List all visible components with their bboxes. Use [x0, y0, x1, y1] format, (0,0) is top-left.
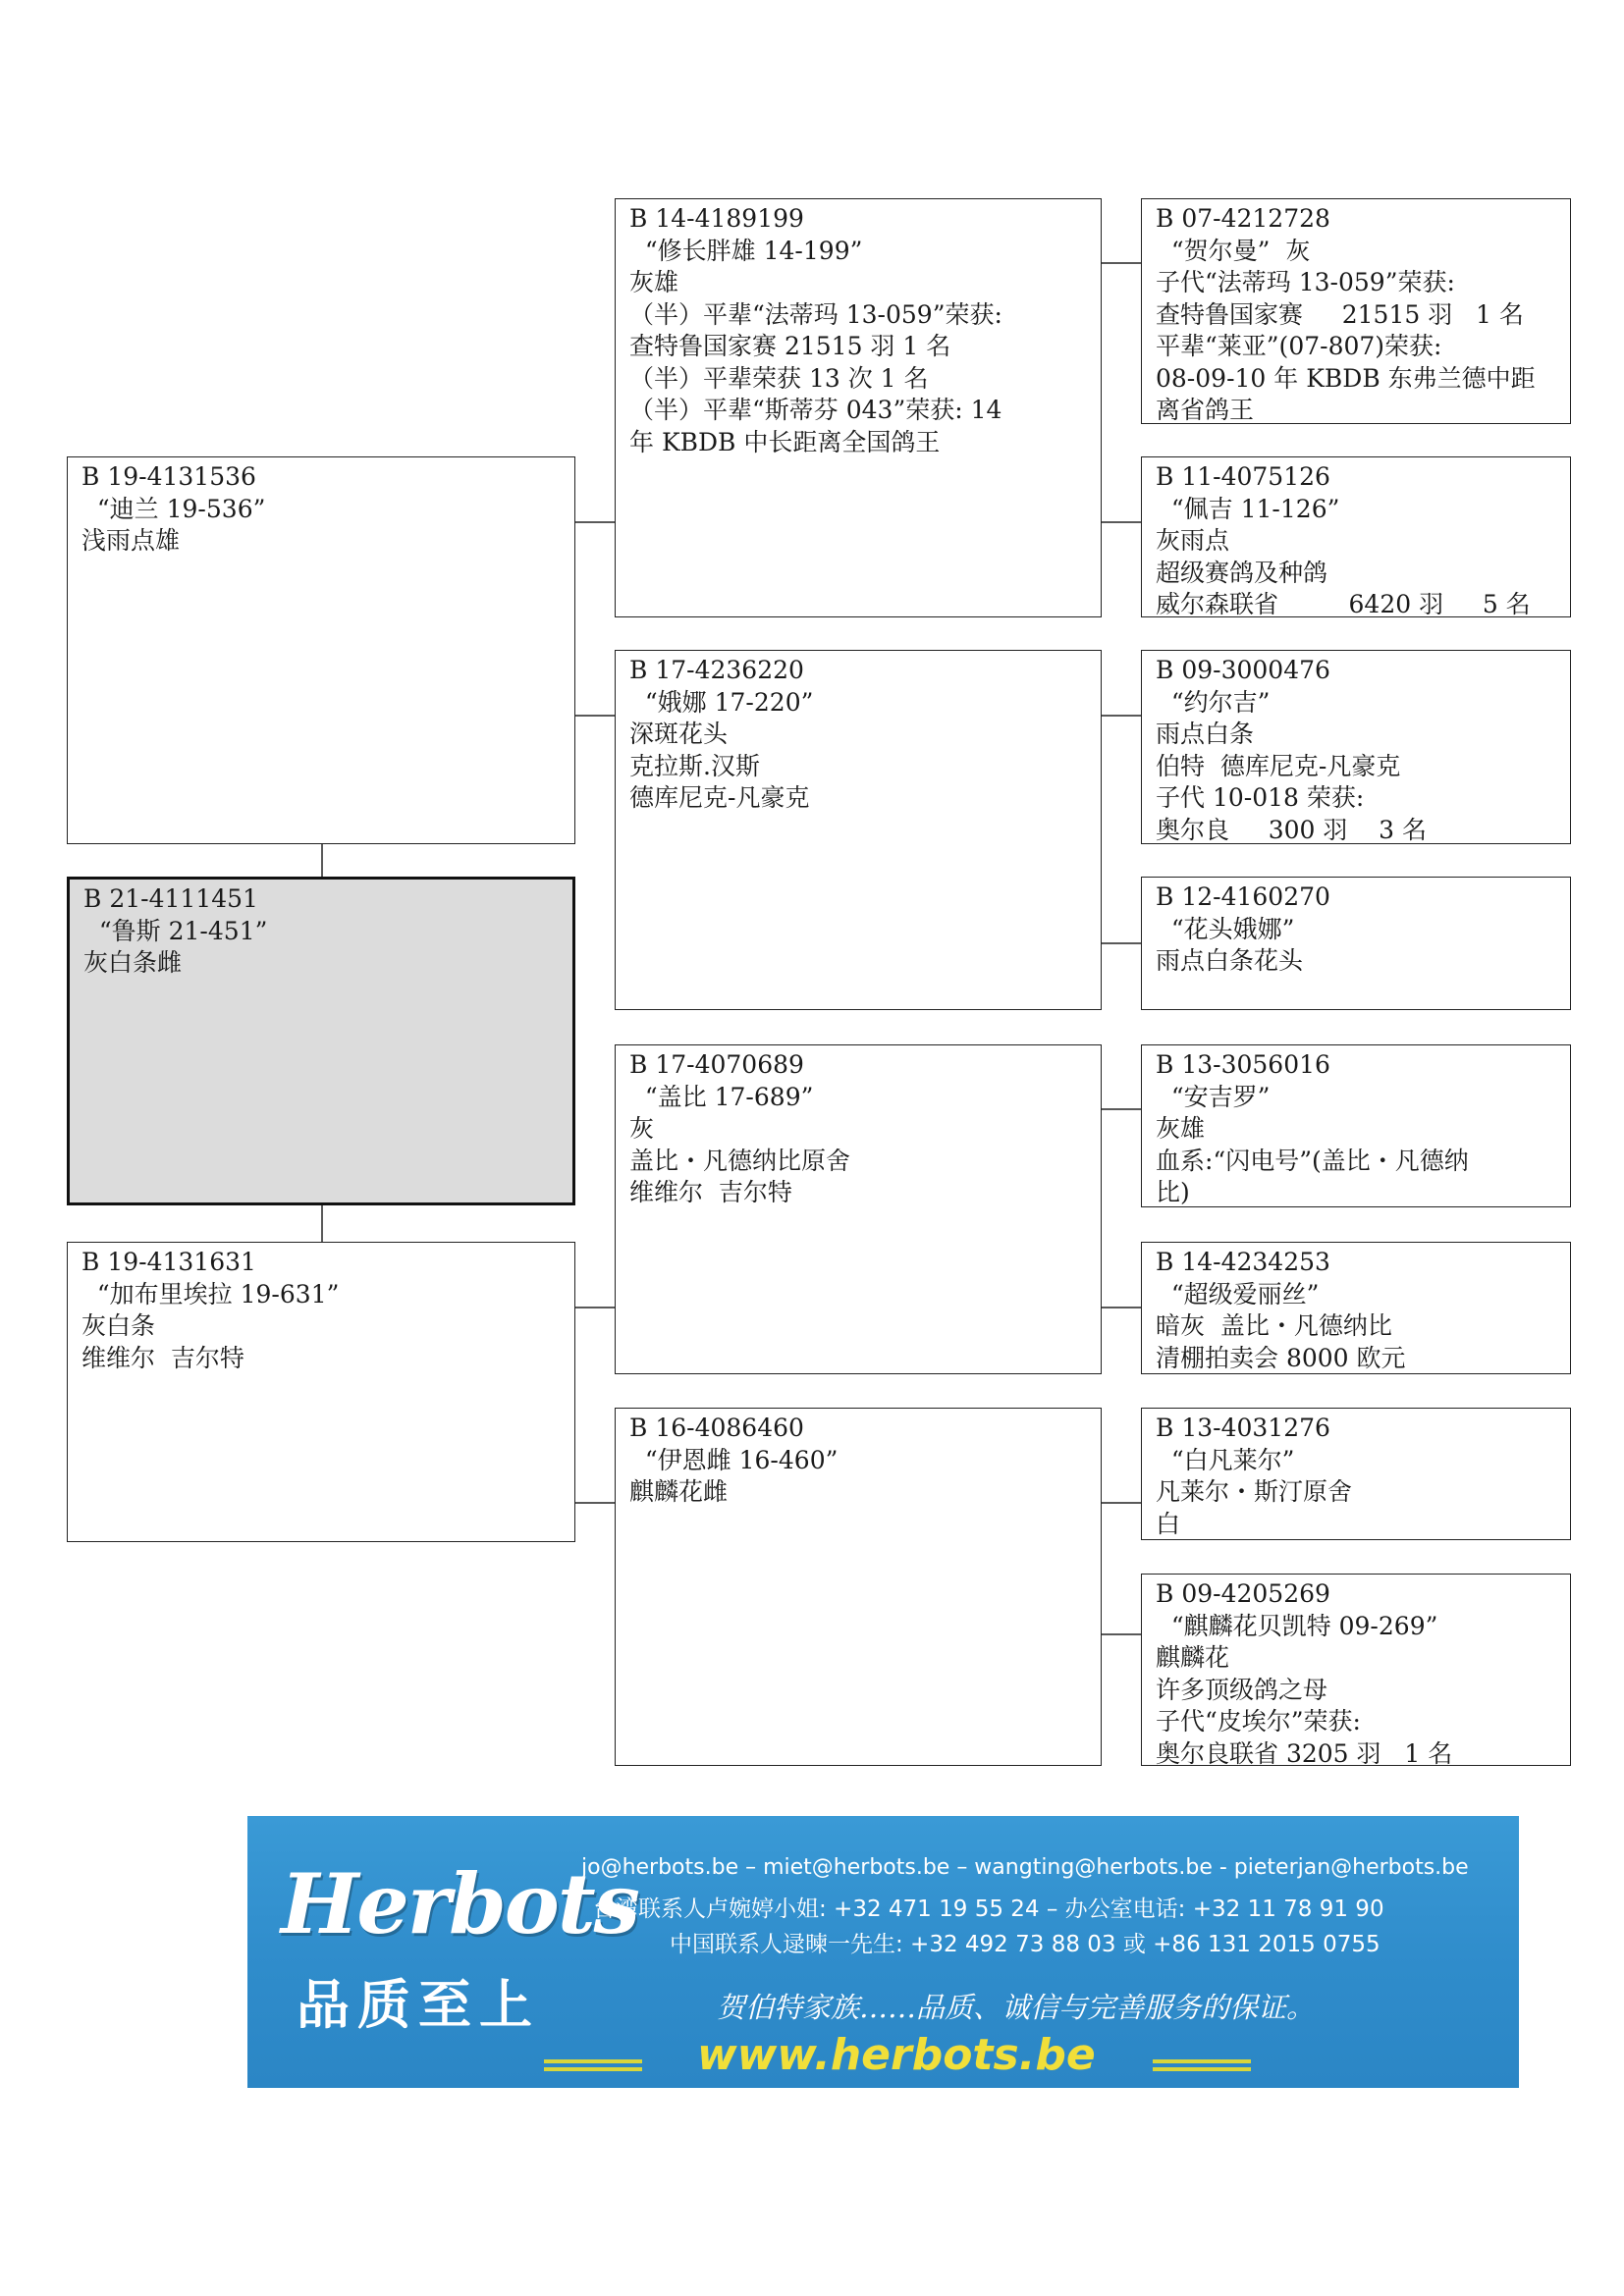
sd-dam-card [1141, 877, 1571, 1010]
pigeon-name: “修长胖雄 14-199” [629, 236, 863, 265]
ring-number: B 17-4236220 [629, 656, 804, 684]
description-line: 查特鲁国家赛 21515 羽 1 名 [629, 332, 951, 360]
sire-dam-card [615, 650, 1102, 1010]
description-line: （半）平辈“法蒂玛 13-059”荣获: [629, 299, 1002, 329]
description-line: 灰 [629, 1114, 655, 1143]
description-line: 许多顶级鸽之母 [1156, 1675, 1328, 1704]
pigeon-name: “花头娥娜” [1156, 914, 1295, 943]
website-link[interactable]: www.herbots.be [697, 2030, 1096, 2080]
tagline: 品质至上 [297, 1974, 540, 2036]
sire-card [67, 456, 575, 844]
pigeon-name: “迪兰 19-536” [81, 494, 266, 523]
pigeon-name: “约尔吉” [1156, 687, 1271, 717]
herbots-logo: Herbots [281, 1855, 638, 1952]
description-line: 灰白条 [81, 1311, 156, 1340]
ds-sire-card [1141, 1044, 1571, 1207]
pigeon-name: “麒麟花贝凯特 09-269” [1156, 1611, 1438, 1640]
dam-dam-card [615, 1408, 1102, 1766]
description-line: 血系:“闪电号”(盖比・凡德纳 [1156, 1146, 1469, 1175]
ds-dam-card [1141, 1242, 1571, 1374]
description-line: 雨点白条花头 [1156, 946, 1304, 975]
ring-number: B 21-4111451 [83, 884, 258, 913]
pigeon-name: “加布里埃拉 19-631” [81, 1279, 340, 1308]
pigeon-name: “超级爱丽丝” [1156, 1279, 1320, 1308]
description-line: 凡莱尔・斯汀原舍 [1156, 1477, 1353, 1506]
description-line: 灰白条雌 [83, 948, 183, 977]
sire-sire-card [615, 198, 1102, 617]
taiwan-contact: 台湾联系人卢婉婷小姐: +32 471 19 55 24 – 办公室电话: +32 11 78 91 90 [593, 1896, 1384, 1922]
description-line: 伯特 德库尼克-凡豪克 [1156, 751, 1401, 780]
description-line: 维维尔 吉尔特 [81, 1343, 244, 1372]
dam-card [67, 1242, 575, 1542]
description-line: 麒麟花 [1156, 1643, 1230, 1672]
description-line: 子代“皮埃尔”荣获: [1156, 1707, 1361, 1735]
description-line: 白 [1156, 1509, 1181, 1538]
decorative-line-right [1153, 2059, 1251, 2063]
china-contact: 中国联系人逯暕一先生: +32 492 73 88 03 或 +86 131 2015 0755 [670, 1932, 1380, 1957]
ring-number: B 14-4234253 [1156, 1248, 1330, 1276]
subject-card [67, 877, 575, 1205]
description-line: 德库尼克-凡豪克 [629, 783, 810, 812]
description-line: 奥尔良 300 羽 3 名 [1156, 815, 1428, 844]
pigeon-name: “安吉罗” [1156, 1082, 1271, 1111]
contact-emails: jo@herbots.be – miet@herbots.be – wangting@herbots.be - pieterjan@herbots.be [581, 1855, 1469, 1880]
description-line: 年 KBDB 中长距离全国鸽王 [629, 427, 941, 456]
description-line: 子代 10-018 荣获: [1156, 783, 1365, 812]
description-line: 灰雄 [629, 268, 679, 296]
decorative-line-left [544, 2059, 642, 2063]
description-line: 雨点白条 [1156, 720, 1255, 748]
description-line: 比) [1156, 1178, 1190, 1206]
ring-number: B 19-4131631 [81, 1248, 256, 1276]
pigeon-name: “娥娜 17-220” [629, 687, 814, 717]
description-line: 平辈“莱亚”(07-807)荣获: [1156, 332, 1442, 360]
description-line: 盖比・凡德纳比原舍 [629, 1146, 851, 1175]
ring-number: B 19-4131536 [81, 462, 256, 491]
description-line: 威尔森联省 6420 羽 5 名 [1156, 590, 1531, 617]
ring-number: B 16-4086460 [629, 1414, 804, 1442]
description-line: 克拉斯.汉斯 [629, 751, 760, 780]
pigeon-name: “白凡莱尔” [1156, 1445, 1295, 1474]
decorative-line-left [544, 2067, 642, 2071]
ring-number: B 14-4189199 [629, 204, 804, 233]
dd-dam-card [1141, 1574, 1571, 1766]
dd-sire-card [1141, 1408, 1571, 1540]
decorative-line-right [1153, 2067, 1251, 2071]
slogan: 贺伯特家族……品质、诚信与完善服务的保证。 [717, 1991, 1316, 2024]
ring-number: B 13-4031276 [1156, 1414, 1330, 1442]
ring-number: B 17-4070689 [629, 1050, 804, 1079]
ring-number: B 09-3000476 [1156, 656, 1330, 684]
ring-number: B 12-4160270 [1156, 882, 1330, 911]
pigeon-name: “佩吉 11-126” [1156, 494, 1340, 523]
pigeon-name: “伊恩雌 16-460” [629, 1445, 839, 1474]
description-line: 查特鲁国家赛 21515 羽 1 名 [1156, 299, 1524, 329]
description-line: 清棚拍卖会 8000 欧元 [1156, 1343, 1406, 1372]
description-line: 离省鸽王 [1156, 396, 1255, 424]
description-line: （半）平辈荣获 13 次 1 名 [629, 363, 929, 393]
ss-sire-card [1141, 198, 1571, 424]
ring-number: B 11-4075126 [1156, 462, 1330, 491]
description-line: 灰雄 [1156, 1114, 1206, 1143]
description-line: 超级赛鸽及种鸽 [1156, 558, 1328, 587]
dam-sire-card [615, 1044, 1102, 1374]
description-line: 子代“法蒂玛 13-059”荣获: [1156, 268, 1455, 296]
description-line: 浅雨点雄 [81, 526, 181, 555]
ring-number: B 13-3056016 [1156, 1050, 1330, 1079]
description-line: 深斑花头 [629, 720, 729, 748]
ss-dam-card [1141, 456, 1571, 617]
description-line: 08-09-10 年 KBDB 东弗兰德中距 [1156, 363, 1536, 393]
herbots-banner [247, 1816, 1519, 2088]
sd-sire-card [1141, 650, 1571, 844]
pigeon-name: “鲁斯 21-451” [83, 916, 268, 945]
description-line: （半）平辈“斯蒂芬 043”荣获: 14 [629, 396, 1002, 424]
pigeon-name: “盖比 17-689” [629, 1082, 814, 1111]
description-line: 灰雨点 [1156, 526, 1230, 555]
pigeon-name: “贺尔曼” 灰 [1156, 236, 1311, 265]
description-line: 暗灰 盖比・凡德纳比 [1156, 1311, 1392, 1340]
description-line: 奥尔良联省 3205 羽 1 名 [1156, 1738, 1453, 1766]
ring-number: B 07-4212728 [1156, 204, 1330, 233]
ring-number: B 09-4205269 [1156, 1579, 1330, 1608]
description-line: 麒麟花雌 [629, 1477, 729, 1506]
description-line: 维维尔 吉尔特 [629, 1178, 792, 1206]
